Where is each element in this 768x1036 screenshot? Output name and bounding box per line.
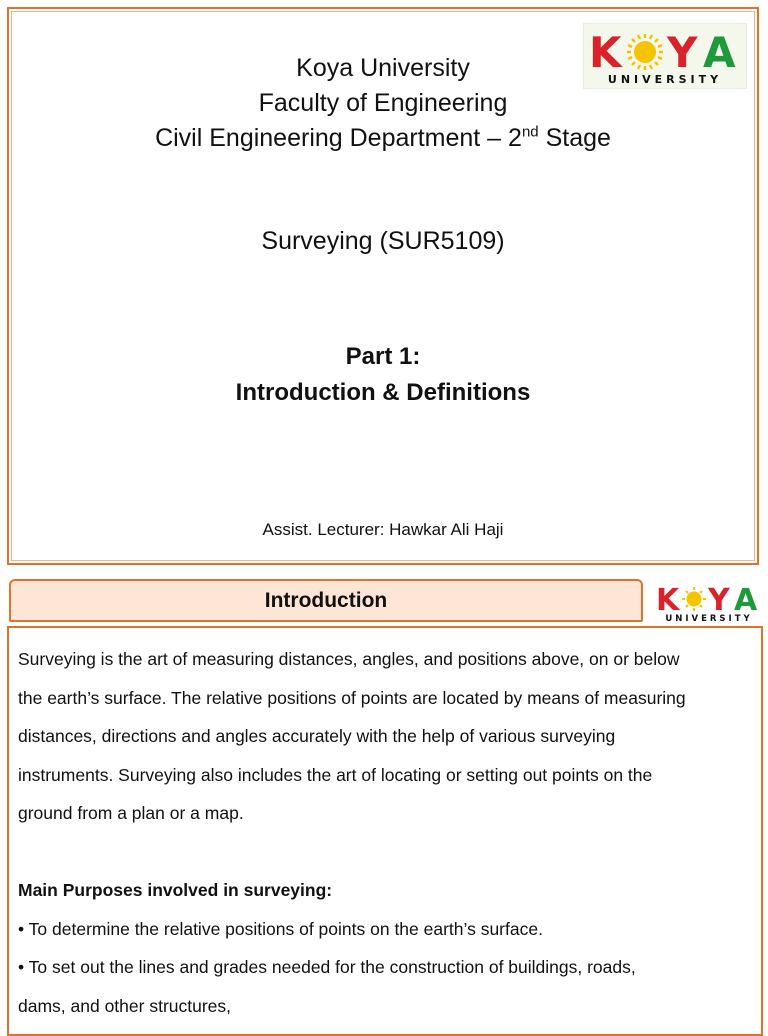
course-title: Surveying (SUR5109) (261, 227, 505, 255)
introduction-body (7, 626, 763, 1036)
bullet-line: dams, and other structures, (18, 995, 232, 1016)
title-block (9, 51, 757, 156)
paragraph-line: Surveying is the art of measuring distances, angles, and positions above, on or below (18, 649, 680, 669)
logo-subtitle: UNIVERSITY (665, 614, 753, 623)
introduction-header: Introduction (9, 579, 643, 622)
spacer (18, 833, 761, 871)
title-slide (7, 7, 759, 565)
department-suffix: Stage (538, 124, 611, 152)
lecturer-name: Assist. Lecturer: Hawkar Ali Haji (262, 520, 504, 539)
logo-letter-k: K (589, 28, 622, 77)
faculty-name: Faculty of Engineering (258, 89, 508, 117)
logo-letter-y: Y (667, 28, 698, 77)
department-name (9, 121, 757, 156)
paragraph-line: instruments. Surveying also includes the art of locating or setting out points on the (18, 764, 653, 785)
part-number: Part 1: (345, 343, 421, 370)
department-prefix: Civil Engineering Department – 2 (155, 124, 522, 152)
sun-icon (682, 587, 706, 611)
part-title: Introduction & Definitions (235, 379, 531, 406)
paragraph-line: distances, directions and angles accurately with the help of various surveying (18, 726, 616, 747)
university-name: Koya University (296, 54, 470, 82)
bullet-line: • To determine the relative positions of points on the earth’s surface. (18, 918, 543, 939)
koya-university-logo-small (654, 579, 764, 623)
paragraph-line: the earth’s surface. The relative positions of points are located by means of measuring (18, 687, 686, 708)
paragraph-line: ground from a plan or a map. (18, 803, 244, 824)
part-heading (9, 339, 757, 411)
logo-letter-a: A (703, 28, 736, 77)
bullet-line: • To set out the lines and grades needed for the construction of buildings, roads, (18, 957, 636, 978)
department-ordinal: nd (521, 123, 539, 141)
logo-letter-a: A (734, 583, 758, 618)
purposes-heading: Main Purposes involved in surveying: (18, 879, 333, 900)
logo-subtitle: UNIVERSITY (607, 73, 723, 86)
logo-letter-k: K (656, 583, 680, 618)
logo-letter-y: Y (708, 583, 730, 618)
